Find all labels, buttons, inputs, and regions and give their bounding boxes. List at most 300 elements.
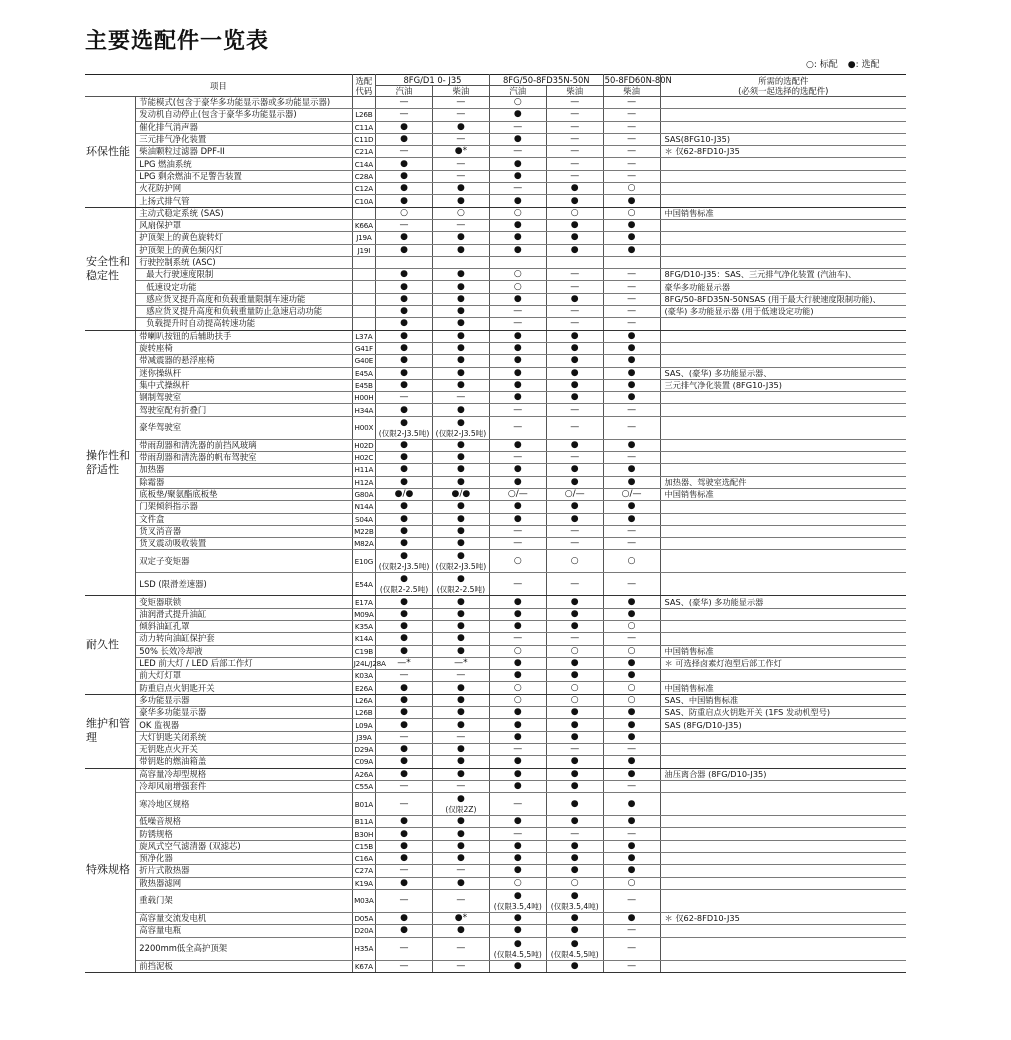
availability-mark [603,538,660,550]
option-code: E26A [352,682,375,694]
availability-mark [603,404,660,416]
mark-symbol: ● [456,551,465,562]
mark-symbol: — [627,633,637,644]
required-options [660,816,906,828]
mark-symbol: — [627,404,637,415]
option-code: B30H [352,828,375,840]
availability-mark [489,109,546,121]
item-name: 无钥匙点火开关 [136,743,352,755]
mark-symbol: ● [570,343,579,354]
mark-symbol: ● [456,293,465,304]
header-fuel: 汽油 [489,86,546,97]
option-code: C14A [352,158,375,170]
availability-mark [546,416,603,439]
availability-mark [376,816,433,828]
availability-mark [432,925,489,937]
mark-symbol: ● [570,938,579,949]
mark-symbol: ● [513,938,522,949]
availability-mark [603,756,660,768]
mark-symbol: — [627,170,637,181]
mark-symbol: — [627,293,637,304]
mark-symbol: ● [456,756,465,767]
mark-symbol: — [456,670,466,681]
table-row [85,877,906,889]
header-item: 项目 [85,75,352,97]
mark-symbol: — [570,633,580,644]
availability-mark [376,293,433,305]
option-code: C12A [352,183,375,195]
availability-mark [376,488,433,500]
availability-mark [376,183,433,195]
availability-mark [376,889,433,912]
option-code [352,281,375,293]
mark-symbol: — [513,744,523,755]
availability-mark [546,793,603,816]
table-row [85,501,906,513]
item-name: 变矩器联锁 [136,596,352,608]
availability-mark [376,170,433,182]
option-code: H00H [352,392,375,404]
option-code: C10A [352,195,375,207]
availability-mark [603,620,660,632]
availability-mark [489,195,546,207]
availability-mark [432,195,489,207]
mark-symbol: — [627,943,637,954]
mark-symbol: ● [627,501,636,512]
availability-mark [432,633,489,645]
mark-symbol: — [399,798,409,809]
availability-mark [489,232,546,244]
availability-mark [489,379,546,391]
item-name: 前挡泥板 [136,960,352,972]
availability-mark [432,219,489,231]
availability-mark [603,608,660,620]
availability-mark [376,269,433,281]
availability-mark [603,146,660,158]
mark-symbol: ● [627,379,636,390]
mark-symbol: ● [570,658,579,669]
availability-mark [489,121,546,133]
item-name: 上扬式排气管 [136,195,352,207]
mark-symbol: ● [400,269,408,280]
availability-mark [432,513,489,525]
mark-symbol: ● [456,330,465,341]
mark-symbol: ● [513,780,522,791]
availability-mark [432,596,489,608]
availability-mark [376,731,433,743]
availability-mark [432,121,489,133]
option-code: K67A [352,960,375,972]
mark-symbol: ● [513,220,522,231]
required-options [660,670,906,682]
table-row [85,513,906,525]
availability-mark [603,925,660,937]
mark-symbol: ● [513,719,522,730]
availability-mark [546,392,603,404]
availability-mark [376,452,433,464]
mark-symbol: ● [513,658,522,669]
required-options: SAS、防重启点火钥匙开关 (1FS 发动机型号) [660,707,906,719]
availability-mark [546,743,603,755]
option-code: L37A [352,330,375,342]
mark-symbol: ● [456,608,465,619]
required-options [660,501,906,513]
mark-symbol: ○ [400,207,408,218]
mark-symbol: ● [570,244,579,255]
availability-mark [376,525,433,537]
item-name: 催化排气消声器 [136,121,352,133]
availability-mark [546,925,603,937]
availability-mark [603,158,660,170]
availability-mark [489,793,546,816]
item-name: 风扇保护罩 [136,219,352,231]
mark-symbol: ● [627,596,636,607]
availability-mark [376,195,433,207]
mark-symbol: ● [400,682,408,693]
availability-mark [546,828,603,840]
mark-symbol: ● [570,232,579,243]
availability-mark [546,682,603,694]
table-row [85,538,906,550]
category-label: 安全性和稳定性 [85,207,136,330]
availability-mark [489,608,546,620]
availability-mark [489,780,546,792]
table-row [85,608,906,620]
item-name: 防锈规格 [136,828,352,840]
header-group-3: 50-8FD60N-80N [604,75,672,85]
item-name: 护顶架上的黄色频闪灯 [136,244,352,256]
option-code: K14A [352,633,375,645]
availability-mark [432,306,489,318]
mark-note: (仅限2-J3.5吨) [378,562,430,572]
mark-note: (仅限3.5,4吨) [493,901,542,911]
mark-symbol: ● [513,670,522,681]
availability-mark [603,306,660,318]
availability-mark [603,840,660,852]
mark-symbol: — [513,578,523,589]
table-row [85,207,906,219]
availability-mark [432,439,489,451]
required-options: SAS (8FG/D10-J35) [660,719,906,731]
mark-symbol: — [570,306,580,317]
required-options: ＊ 仅62-8FD10-J35 [660,146,906,158]
required-options: 中国销售标准 [660,682,906,694]
availability-mark [603,707,660,719]
item-name: 油润滑式提升油缸 [136,608,352,620]
item-name: 低噪音规格 [136,816,352,828]
option-code: E45A [352,367,375,379]
mark-symbol: ● [400,355,408,366]
mark-symbol: ● [627,244,636,255]
item-name: 旋风式空气滤清器 (双滤芯) [136,840,352,852]
availability-mark [432,342,489,354]
mark-symbol: ● [456,232,465,243]
availability-mark [546,853,603,865]
mark-symbol: ● [456,379,465,390]
availability-mark [489,694,546,706]
item-name: 驾驶室配有折叠门 [136,404,352,416]
availability-mark [489,306,546,318]
availability-mark [489,853,546,865]
mark-symbol: ● [513,621,522,632]
required-options [660,330,906,342]
mark-symbol: ● [513,464,522,475]
availability-mark [432,464,489,476]
availability-mark [546,121,603,133]
required-options: ＊ 可选择卤素灯泡型后部工作灯 [660,657,906,669]
item-name: 感应货叉提升高度和负载重量防止急速启动功能 [136,306,352,318]
mark-symbol: — [456,865,466,876]
availability-mark [432,780,489,792]
mark-symbol: ● [570,596,579,607]
mark-symbol: ● [627,768,636,779]
mark-symbol: — [513,525,523,536]
mark-symbol: ● [513,608,522,619]
mark-symbol: ● [570,768,579,779]
availability-mark [432,793,489,816]
mark-symbol: — [456,731,466,742]
availability-mark [489,719,546,731]
required-options [660,416,906,439]
table-row [85,889,906,912]
mark-symbol: ● [570,731,579,742]
required-options [660,183,906,195]
page-title: 主要选配件一览表 [85,29,270,54]
availability-mark [489,318,546,330]
mark-symbol: ● [627,513,636,524]
availability-mark [432,379,489,391]
option-code [352,256,375,268]
mark-symbol: ○/— [621,489,642,500]
availability-mark [376,573,433,596]
availability-mark [546,269,603,281]
mark-symbol: ● [456,828,465,839]
availability-mark [432,293,489,305]
availability-mark [376,877,433,889]
mark-symbol: — [627,121,637,132]
availability-mark [546,912,603,924]
option-code: K66A [352,219,375,231]
availability-mark [603,392,660,404]
mark-symbol: ● [627,232,636,243]
availability-mark [432,256,489,268]
availability-mark [489,620,546,632]
options-table [85,74,906,973]
mark-symbol: ● [513,343,522,354]
availability-mark [546,756,603,768]
required-options: SAS(8FG10-J35) [660,133,906,145]
mark-symbol: — [627,318,637,329]
mark-symbol: — [627,109,637,120]
mark-symbol: ○ [513,555,522,566]
mark-symbol: ● [570,865,579,876]
table-header [85,75,906,97]
item-name: 集中式操纵杆 [136,379,352,391]
availability-mark [603,657,660,669]
availability-mark [432,269,489,281]
availability-mark [376,158,433,170]
availability-mark [432,330,489,342]
availability-mark [432,937,489,960]
mark-symbol: ● [570,464,579,475]
table-row [85,133,906,145]
mark-symbol: ● [627,840,636,851]
mark-symbol: ● [513,853,522,864]
availability-mark [489,912,546,924]
required-options [660,538,906,550]
table-row [85,464,906,476]
availability-mark [376,538,433,550]
mark-symbol: — [627,538,637,549]
required-options [660,256,906,268]
option-code [352,97,375,109]
mark-symbol: ● [627,719,636,730]
mark-symbol: ● [400,379,408,390]
availability-mark [546,694,603,706]
mark-symbol: ● [513,865,522,876]
table-row [85,780,906,792]
mark-symbol: ● [456,707,465,718]
availability-mark [432,731,489,743]
required-options [660,513,906,525]
mark-symbol: — [570,269,580,280]
mark-symbol: ● [400,756,408,767]
table-row [85,960,906,972]
required-options [660,392,906,404]
availability-mark [432,97,489,109]
item-name: 柴油颗粒过滤器 DPF-II [136,146,352,158]
option-code: H34A [352,404,375,416]
availability-mark [432,657,489,669]
required-options: 中国销售标准 [660,488,906,500]
availability-mark [432,816,489,828]
availability-mark [376,513,433,525]
mark-symbol: ● [456,513,465,524]
availability-mark [376,109,433,121]
item-name: 门架倾斜指示器 [136,501,352,513]
availability-mark [489,330,546,342]
item-name: 加热器 [136,464,352,476]
availability-mark [603,719,660,731]
availability-mark [432,912,489,924]
mark-symbol: ● [570,367,579,378]
mark-symbol: — [627,780,637,791]
availability-mark [432,367,489,379]
availability-mark [376,853,433,865]
availability-mark [546,889,603,912]
mark-symbol: ● [400,281,408,292]
mark-symbol: ● [456,816,465,827]
option-code: B11A [352,816,375,828]
header-fuel: 柴油 [432,86,489,97]
availability-mark [376,439,433,451]
mark-symbol: ● [400,293,408,304]
mark-symbol: ● [400,853,408,864]
availability-mark [546,330,603,342]
mark-symbol: — [399,392,409,403]
category-label: 环保性能 [85,97,136,208]
availability-mark [376,768,433,780]
table-row [85,719,906,731]
availability-mark [489,633,546,645]
availability-mark [432,170,489,182]
availability-mark [603,269,660,281]
mark-symbol: — [456,170,466,181]
table-row [85,367,906,379]
availability-mark [603,330,660,342]
availability-mark [603,780,660,792]
mark-symbol: ● [400,596,408,607]
availability-mark [546,633,603,645]
option-code: M22B [354,526,374,536]
mark-symbol: ● [400,343,408,354]
mark-symbol: ● [627,798,636,809]
option-code: E45B [352,379,375,391]
availability-mark [432,232,489,244]
mark-symbol: ● [400,306,408,317]
availability-mark [432,501,489,513]
mark-symbol: ● [513,707,522,718]
availability-mark [376,719,433,731]
mark-symbol: ○ [513,207,522,218]
availability-mark [603,912,660,924]
availability-mark [546,281,603,293]
mark-symbol: ● [513,513,522,524]
mark-symbol: ● [400,877,408,888]
availability-mark [432,538,489,550]
mark-symbol: ○ [513,694,522,705]
mark-symbol: ● [456,343,465,354]
availability-mark [489,488,546,500]
mark-symbol: ○ [513,269,522,280]
availability-mark [546,342,603,354]
mark-symbol: ● [456,925,465,936]
mark-symbol: — [513,538,523,549]
availability-mark [603,889,660,912]
availability-mark [489,342,546,354]
item-name: LPG 剩余燃油不足警告装置 [136,170,352,182]
mark-symbol: ● [456,719,465,730]
availability-mark [376,416,433,439]
table-row [85,244,906,256]
availability-mark [546,816,603,828]
required-options [660,633,906,645]
required-options: 8FG/50-8FD35N-50NSAS (用于最大行驶速度限制功能)、 [660,293,906,305]
availability-mark [603,501,660,513]
mark-symbol: ● [400,645,408,656]
table-row [85,256,906,268]
availability-mark [489,670,546,682]
availability-mark [376,121,433,133]
availability-mark [489,513,546,525]
item-name: 主动式稳定系统 (SAS) [136,207,352,219]
mark-symbol: ● [513,476,522,487]
availability-mark [376,645,433,657]
table-row [85,476,906,488]
mark-symbol: — [627,578,637,589]
mark-symbol: — [513,146,523,157]
availability-mark [546,501,603,513]
mark-symbol: — [456,960,466,971]
option-code: E54A [352,573,375,596]
mark-symbol: ● [513,913,522,924]
option-code: M82A [354,539,374,549]
option-code: E10G [352,550,375,573]
item-name: 预净化器 [136,853,352,865]
mark-symbol: — [513,183,523,194]
mark-symbol: — [627,146,637,157]
mark-symbol: ● [627,913,636,924]
